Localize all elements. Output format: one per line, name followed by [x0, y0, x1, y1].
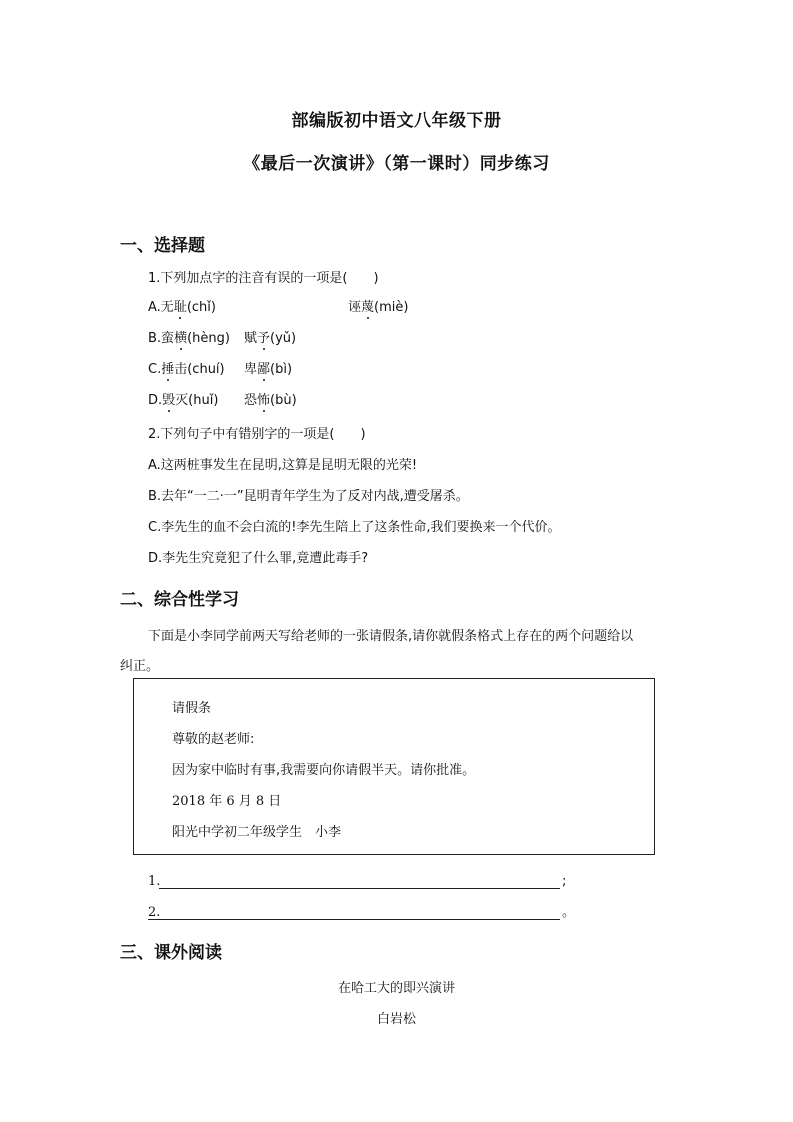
- option-text: (miè): [374, 300, 409, 315]
- section-2-intro: 下面是小李同学前两天写给老师的一张请假条,请你就假条格式上存在的两个问题给以: [148, 629, 634, 644]
- answer-1-end: ;: [562, 874, 567, 889]
- dotted-char: 横: [174, 331, 188, 346]
- document-title: 部编版初中语文八年级下册: [291, 111, 502, 131]
- answer-2-label: 2.: [148, 905, 161, 920]
- option-text: (yǔ): [270, 331, 297, 346]
- option-text: 击(chuí): [174, 362, 225, 377]
- leave-note-box: [133, 678, 655, 855]
- option-text: (chǐ): [186, 300, 216, 315]
- section-heading-choice: 一、选择题: [120, 236, 205, 256]
- question-1-option-b-2: [244, 330, 296, 348]
- option-text: 灭(huǐ): [175, 393, 219, 408]
- article-title: 在哈工大的即兴演讲: [337, 981, 455, 996]
- option-text: A.无: [148, 300, 174, 315]
- option-text: D.: [148, 393, 163, 408]
- option-text: 诬: [348, 300, 362, 315]
- question-1-option-d: [148, 392, 218, 410]
- dotted-char: 予: [257, 331, 271, 346]
- note-salutation: 尊敬的赵老师:: [172, 732, 255, 747]
- question-1-option-a-2: [348, 299, 408, 317]
- option-text: 赋: [244, 331, 258, 346]
- option-text: (bù): [270, 393, 297, 408]
- question-1-option-d-2: [244, 392, 297, 410]
- question-1-option-b: [148, 330, 230, 348]
- answer-1-label: 1.: [148, 874, 161, 889]
- dotted-char: 捶: [161, 362, 175, 377]
- dotted-char: 耻: [173, 300, 187, 315]
- option-text: B.蛮: [148, 331, 175, 346]
- note-body: 因为家中临时有事,我需要向你请假半天。请你批准。: [172, 763, 476, 778]
- question-2-option-b: B.去年“一二·一”昆明青年学生为了反对内战,遭受屠杀。: [148, 489, 469, 504]
- note-title: 请假条: [172, 701, 212, 716]
- document-subtitle: 《最后一次演讲》（第一课时）同步练习: [243, 154, 550, 174]
- option-text: 恐: [244, 393, 258, 408]
- article-author: 白岩松: [376, 1012, 416, 1027]
- answer-2-end: 。: [562, 905, 576, 920]
- answer-2-line[interactable]: [148, 919, 560, 920]
- option-text: C.: [148, 362, 162, 377]
- question-2-option-c: C.李先生的血不会白流的!李先生陪上了这条性命,我们要换来一个代价。: [148, 520, 561, 535]
- answer-1-line[interactable]: [159, 888, 560, 889]
- note-signature: 阳光中学初二年级学生 小李: [172, 825, 342, 840]
- note-date: 2018 年 6 月 8 日: [172, 794, 282, 809]
- section-heading-comprehensive: 二、综合性学习: [120, 590, 239, 610]
- question-2-option-a: A.这两桩事发生在昆明,这算是昆明无限的光荣!: [148, 458, 418, 473]
- question-1-option-a: [148, 299, 216, 317]
- question-1-option-c: [148, 361, 225, 379]
- question-1-stem: 1.下列加点字的注音有误的一项是( ): [148, 271, 379, 286]
- question-2-stem: 2.下列句子中有错别字的一项是( ): [148, 427, 366, 442]
- option-text: (hèng): [187, 331, 230, 346]
- option-text: (bì): [270, 362, 293, 377]
- question-2-option-d: D.李先生究竟犯了什么罪,竟遭此毒手?: [148, 551, 369, 566]
- dotted-char: 鄙: [257, 362, 271, 377]
- option-text: 卑: [244, 362, 258, 377]
- dotted-char: 怖: [257, 393, 271, 408]
- section-2-intro-cont: 纠正。: [120, 659, 160, 674]
- dotted-char: 毁: [162, 393, 176, 408]
- question-1-option-c-2: [244, 361, 292, 379]
- dotted-char: 蔑: [361, 300, 375, 315]
- section-heading-reading: 三、课外阅读: [120, 943, 222, 963]
